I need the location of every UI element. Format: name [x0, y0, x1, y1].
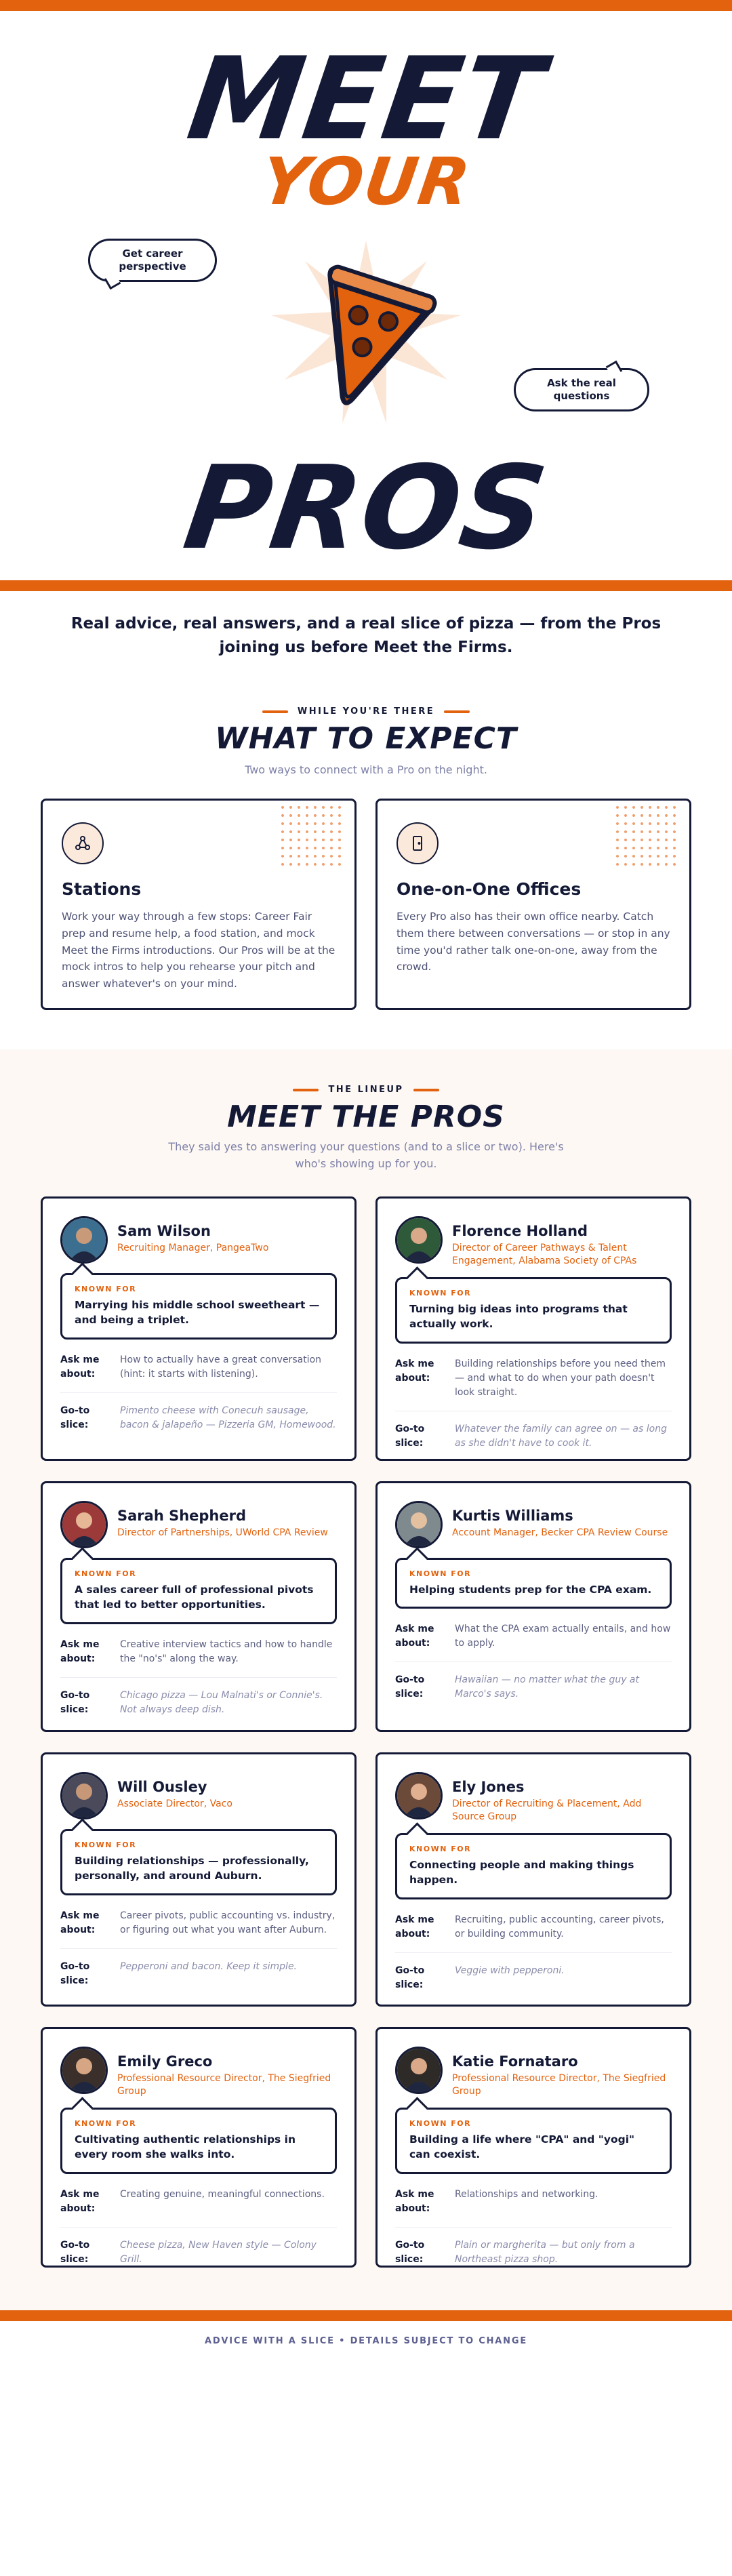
go-to-slice-label: Go-to slice:: [395, 1965, 425, 1990]
pizza-slice-icon: [293, 265, 436, 420]
pro-name: Florence Holland: [452, 1223, 588, 1239]
ask-me-value: Recruiting, public accounting, career pivots, or building community.: [455, 1914, 664, 1939]
pro-role: Recruiting Manager, PangeaTwo: [117, 1243, 269, 1253]
known-for-text: A sales career full of professional pivots that led to better opportunities.: [75, 1584, 314, 1611]
go-to-slice-row: [60, 1689, 337, 1717]
known-for-text: Helping students prep for the CPA exam.: [409, 1584, 652, 1596]
pro-header: [395, 1772, 672, 1824]
dot-pattern: [613, 803, 680, 866]
known-for-bubble: [395, 1277, 672, 1344]
pro-name: Emily Greco: [117, 2053, 213, 2070]
ask-me-label: Ask me about:: [60, 1354, 100, 1380]
pro-role: Professional Resource Director, The Siegfried Group: [117, 2073, 331, 2097]
top-accent-bar: [0, 0, 732, 11]
pro-card: [41, 1481, 357, 1732]
bubble-left-text: Get career perspective: [119, 247, 186, 273]
known-for-bubble: [395, 1558, 672, 1609]
pro-name: Katie Fornataro: [452, 2053, 578, 2070]
stations-icon: [62, 822, 104, 864]
go-to-slice-row: [60, 1960, 337, 1988]
pro-name: Sam Wilson: [117, 1223, 211, 1239]
ask-me-value: Career pivots, public accounting vs. industry, or figuring out what you want after Auburn.: [120, 1910, 336, 1935]
go-to-slice-row: [395, 1422, 672, 1451]
avatar: [395, 1216, 443, 1264]
pro-name: Will Ousley: [117, 1779, 207, 1795]
known-for-text: Connecting people and making things happen.: [409, 1858, 634, 1887]
expect-title: WHAT TO EXPECT: [215, 721, 517, 756]
ask-me-row: [395, 1357, 672, 1400]
go-to-slice-value: Plain or margherita — but only from a Northeast pizza shop.: [455, 2239, 635, 2265]
known-for-label: KNOWN FOR: [409, 1569, 472, 1578]
pro-name: Ely Jones: [452, 1779, 525, 1795]
bubble-tail: [104, 273, 121, 290]
intro-text: Real advice, real answers, and a real slice of pizza — from the Pros joining us before Meet the Firms.: [70, 615, 662, 656]
pro-card: [375, 2027, 691, 2268]
avatar: [60, 1772, 108, 1819]
pro-info: [452, 1772, 672, 1824]
expect-card-body: Work your way through a few stops: Career Fair prep and resume help, a food station, and mock Meet the Firms introductions. Our Pros will be at the mock intros to help you rehearse your pitch and answer whatever's on your mind.: [62, 910, 336, 990]
ask-me-row: [60, 1353, 337, 1382]
avatar: [395, 1501, 443, 1548]
known-for-bubble: [60, 1558, 337, 1624]
bubble-tail: [606, 361, 623, 378]
pro-name: Sarah Shepherd: [117, 1508, 247, 1524]
footer-text: ADVICE WITH A SLICE • DETAILS SUBJECT TO CHANGE: [204, 2336, 528, 2346]
known-for-label: KNOWN FOR: [409, 1288, 472, 1297]
go-to-slice-label: Go-to slice:: [60, 1960, 90, 1986]
ask-me-row: [395, 1622, 672, 1651]
avatar: [395, 1772, 443, 1819]
expect-card-title: One-on-One Offices: [396, 879, 582, 899]
go-to-slice-label: Go-to slice:: [395, 2239, 425, 2265]
known-for-label: KNOWN FOR: [409, 1844, 472, 1853]
pro-info: [117, 2047, 337, 2098]
go-to-slice-value: Hawaiian — no matter what the guy at Marco's says.: [455, 1674, 640, 1700]
pro-role: Director of Partnerships, UWorld CPA Review: [117, 1527, 328, 1538]
expect-eyebrow: [0, 706, 732, 717]
known-for-bubble: [60, 2108, 337, 2174]
go-to-slice-row: [60, 1404, 337, 1432]
pro-info: [452, 1501, 668, 1539]
divider: [395, 2227, 672, 2228]
pro-card: [41, 1196, 357, 1461]
ask-me-label: Ask me about:: [60, 1910, 100, 1935]
ask-me-label: Ask me about:: [395, 2188, 434, 2214]
pro-header: [60, 1772, 337, 1819]
expect-card-body: Every Pro also has their own office nearby. Catch them there between conversations — or stop in any time you'd rather talk one-on-one, away from the crowd.: [396, 910, 670, 973]
pro-card: [375, 1752, 691, 2007]
ask-me-value: What the CPA exam actually entails, and how to apply.: [455, 1624, 671, 1649]
ask-me-row: [395, 2188, 672, 2216]
footer-accent-bar: [0, 2310, 732, 2321]
hero-word-pros: PROS: [176, 441, 556, 576]
expect-subtitle: Two ways to connect with a Pro on the night.: [245, 763, 487, 776]
go-to-slice-label: Go-to slice:: [395, 1423, 425, 1449]
known-for-bubble: [60, 1829, 337, 1895]
hero-word-meet: MEET: [180, 33, 552, 165]
pro-role: Director of Career Pathways & Talent Engagement, Alabama Society of CPAs: [452, 1243, 637, 1266]
ask-me-row: [395, 1913, 672, 1941]
ask-me-value: Building relationships before you need them — and what to do when your path doesn't look straight.: [455, 1358, 666, 1398]
bubble-real-questions: [514, 368, 649, 411]
go-to-slice-row: [60, 2238, 337, 2267]
pro-card: [41, 1752, 357, 2007]
pro-info: [117, 1772, 232, 1811]
pro-info: [452, 2047, 672, 2098]
known-for-label: KNOWN FOR: [75, 2118, 137, 2128]
divider: [60, 1677, 337, 1678]
hero-word-your: YOUR: [256, 144, 476, 220]
pro-card: [41, 2027, 357, 2268]
go-to-slice-label: Go-to slice:: [60, 2239, 90, 2265]
bubble-career-perspective: [88, 239, 217, 282]
ask-me-label: Ask me about:: [395, 1914, 434, 1939]
known-for-label: KNOWN FOR: [75, 1285, 137, 1293]
ask-me-label: Ask me about:: [60, 1638, 100, 1664]
lineup-eyebrow-text: THE LINEUP: [328, 1085, 404, 1095]
go-to-slice-value: Chicago pizza — Lou Malnati's or Connie's. Not always deep dish.: [120, 1689, 323, 1715]
pro-header: [60, 1501, 337, 1548]
avatar: [60, 1216, 108, 1264]
pro-header: [60, 2047, 337, 2098]
ask-me-label: Ask me about:: [60, 2188, 100, 2214]
avatar: [60, 1501, 108, 1548]
divider: [60, 1392, 337, 1393]
pro-role: Professional Resource Director, The Siegfried Group: [452, 2073, 666, 2097]
go-to-slice-value: Veggie with pepperoni.: [455, 1965, 565, 1976]
go-to-slice-label: Go-to slice:: [60, 1689, 90, 1715]
go-to-slice-value: Cheese pizza, New Haven style — Colony Grill.: [120, 2239, 317, 2265]
pro-header: [395, 2047, 672, 2098]
pro-role: Director of Recruiting & Placement, Add Source Group: [452, 1798, 642, 1822]
known-for-bubble: [395, 2108, 672, 2174]
door-icon: [396, 822, 439, 864]
known-for-bubble: [395, 1833, 672, 1899]
pro-header: [60, 1216, 337, 1264]
lineup-title: MEET THE PROS: [227, 1100, 505, 1134]
divider: [60, 1948, 337, 1949]
pro-header: [395, 1501, 672, 1548]
divider: [60, 2227, 337, 2228]
go-to-slice-value: Pepperoni and bacon. Keep it simple.: [120, 1960, 298, 1972]
pro-info: [117, 1501, 328, 1539]
lineup-eyebrow: [0, 1085, 732, 1095]
dot-pattern: [279, 803, 345, 866]
pro-role: Account Manager, Becker CPA Review Course: [452, 1527, 668, 1538]
ask-me-row: [60, 1638, 337, 1666]
expect-eyebrow-text: WHILE YOU'RE THERE: [297, 706, 435, 717]
hero-divider-bar: [0, 580, 732, 591]
pro-name: Kurtis Williams: [452, 1508, 573, 1524]
known-for-label: KNOWN FOR: [75, 1840, 137, 1849]
ask-me-value: How to actually have a great conversation (hint: it starts with listening).: [120, 1354, 322, 1380]
pizza-slice-illustration: [258, 234, 474, 437]
ask-me-value: Relationships and networking.: [455, 2188, 598, 2200]
ask-me-row: [60, 1909, 337, 1937]
expect-card-stations: [41, 799, 357, 1010]
expect-card-title: Stations: [62, 879, 142, 899]
pro-card: [375, 1196, 691, 1461]
lineup-subtitle: They said yes to answering your questions (and to a slice or two). Here's who's showing up for you.: [168, 1140, 564, 1170]
known-for-text: Building relationships — professionally, personally, and around Auburn.: [75, 1855, 309, 1883]
go-to-slice-value: Whatever the family can agree on — as long as she didn't have to cook it.: [455, 1423, 667, 1449]
known-for-text: Turning big ideas into programs that actually work.: [409, 1302, 628, 1331]
known-for-label: KNOWN FOR: [409, 2118, 472, 2128]
go-to-slice-label: Go-to slice:: [60, 1405, 90, 1430]
ask-me-label: Ask me about:: [395, 1624, 434, 1649]
pro-header: [395, 1216, 672, 1268]
bubble-right-text: Ask the real questions: [547, 376, 616, 402]
known-for-bubble: [60, 1273, 337, 1340]
known-for-text: Building a life where "CPA" and "yogi" can coexist.: [409, 2133, 635, 2161]
go-to-slice-row: [395, 2238, 672, 2267]
go-to-slice-value: Pimento cheese with Conecuh sausage, bacon & jalapeño — Pizzeria GM, Homewood.: [120, 1405, 336, 1430]
pro-role: Associate Director, Vaco: [117, 1798, 232, 1809]
go-to-slice-row: [395, 1964, 672, 1992]
avatar: [395, 2047, 443, 2094]
pro-card: [375, 1481, 691, 1732]
divider: [395, 1952, 672, 1953]
known-for-text: Marrying his middle school sweetheart — and being a triplet.: [75, 1299, 320, 1327]
go-to-slice-row: [395, 1673, 672, 1702]
ask-me-label: Ask me about:: [395, 1358, 434, 1384]
expect-card-offices: [375, 799, 691, 1010]
ask-me-value: Creative interview tactics and how to handle the "no's" along the way.: [120, 1638, 333, 1664]
pro-info: [452, 1216, 672, 1268]
avatar: [60, 2047, 108, 2094]
go-to-slice-label: Go-to slice:: [395, 1674, 425, 1700]
ask-me-value: Creating genuine, meaningful connections.: [120, 2188, 325, 2200]
ask-me-row: [60, 2188, 337, 2216]
pro-info: [117, 1216, 268, 1255]
known-for-text: Cultivating authentic relationships in every room she walks into.: [75, 2133, 296, 2161]
known-for-label: KNOWN FOR: [75, 1569, 137, 1578]
